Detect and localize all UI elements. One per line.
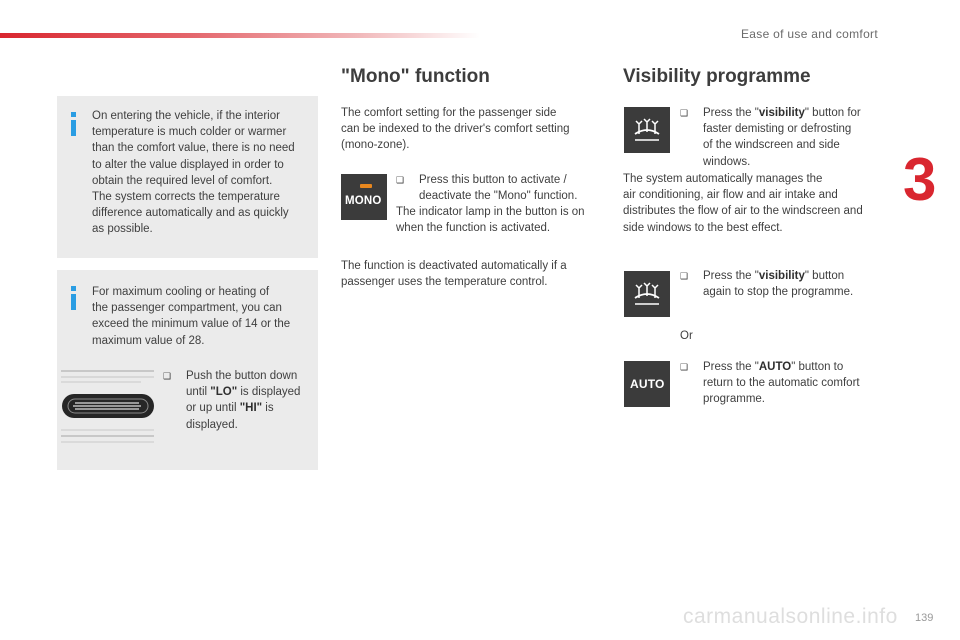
info-box-cooling <box>57 270 318 470</box>
bullet-square-icon: ❑ <box>680 362 689 372</box>
auto-button-label: AUTO <box>630 377 665 391</box>
mono-indicator-lamp <box>360 184 372 188</box>
bullet-square-icon: ❑ <box>396 175 405 185</box>
bullet-push-button: ❑ Push the button down until "LO" is displayed or up until "HI" is displayed. <box>163 370 301 431</box>
info-text: On entering the vehicle, if the interior temperature is much colder or warmer than the comfort value, there is no need to alter the value displayed in order to obtain the required level of comfort. The system corrects the temperature difference automatically and as quickly as possible. <box>92 110 295 236</box>
visibility-heading: Visibility programme <box>623 66 811 87</box>
temperature-control-illustration <box>61 368 157 448</box>
mono-outro: The function is deactivated automatically if a passenger uses the temperature control. <box>341 260 567 289</box>
page-number: 139 <box>915 612 934 624</box>
bullet-square-icon: ❑ <box>163 371 172 381</box>
bullet-mono-press: ❑ Press this button to activate / deactivate the "Mono" function. <box>396 174 578 203</box>
auto-button-icon <box>624 361 670 407</box>
watermark: carmanualsonline.info <box>683 605 898 628</box>
mono-note: The indicator lamp in the button is on when the function is activated. <box>396 206 585 235</box>
visibility-button-icon <box>624 107 670 153</box>
info-icon <box>71 112 76 136</box>
section-title: Ease of use and comfort <box>741 27 878 41</box>
defrost-icon <box>624 271 670 317</box>
defrost-icon <box>624 107 670 153</box>
bullet-visibility-stop: ❑ Press the "visibility" button again to stop the programme. <box>680 270 854 299</box>
mono-intro: The comfort setting for the passenger side can be indexed to the driver's comfort setting (mono-zone). <box>341 107 570 152</box>
bullet-square-icon: ❑ <box>680 108 689 118</box>
mono-button-label: MONO <box>345 195 382 207</box>
bullet-auto-press: ❑ Press the "AUTO" button to return to the automatic comfort programme. <box>680 361 860 406</box>
mono-button-icon <box>341 174 387 220</box>
header-accent-bar <box>0 33 480 38</box>
visibility-system-text: The system automatically manages the air conditioning, air flow and air intake and distributes the flow of air to the windscreen and side windows to the best effect. <box>623 173 863 234</box>
mono-heading: "Mono" function <box>341 66 490 87</box>
or-label: Or <box>680 330 693 342</box>
bullet-square-icon: ❑ <box>680 271 689 281</box>
bullet-visibility-press: ❑ Press the "visibility" button for faster demisting or defrosting of the windscreen and side windows. <box>680 107 861 168</box>
info-box-entering <box>57 96 318 258</box>
info-text: For maximum cooling or heating of the passenger compartment, you can exceed the minimum value of 14 or the maximum value of 28. <box>92 286 291 347</box>
visibility-button-icon-stop <box>624 271 670 317</box>
chapter-number: 3 <box>903 146 937 213</box>
info-icon <box>71 286 76 310</box>
